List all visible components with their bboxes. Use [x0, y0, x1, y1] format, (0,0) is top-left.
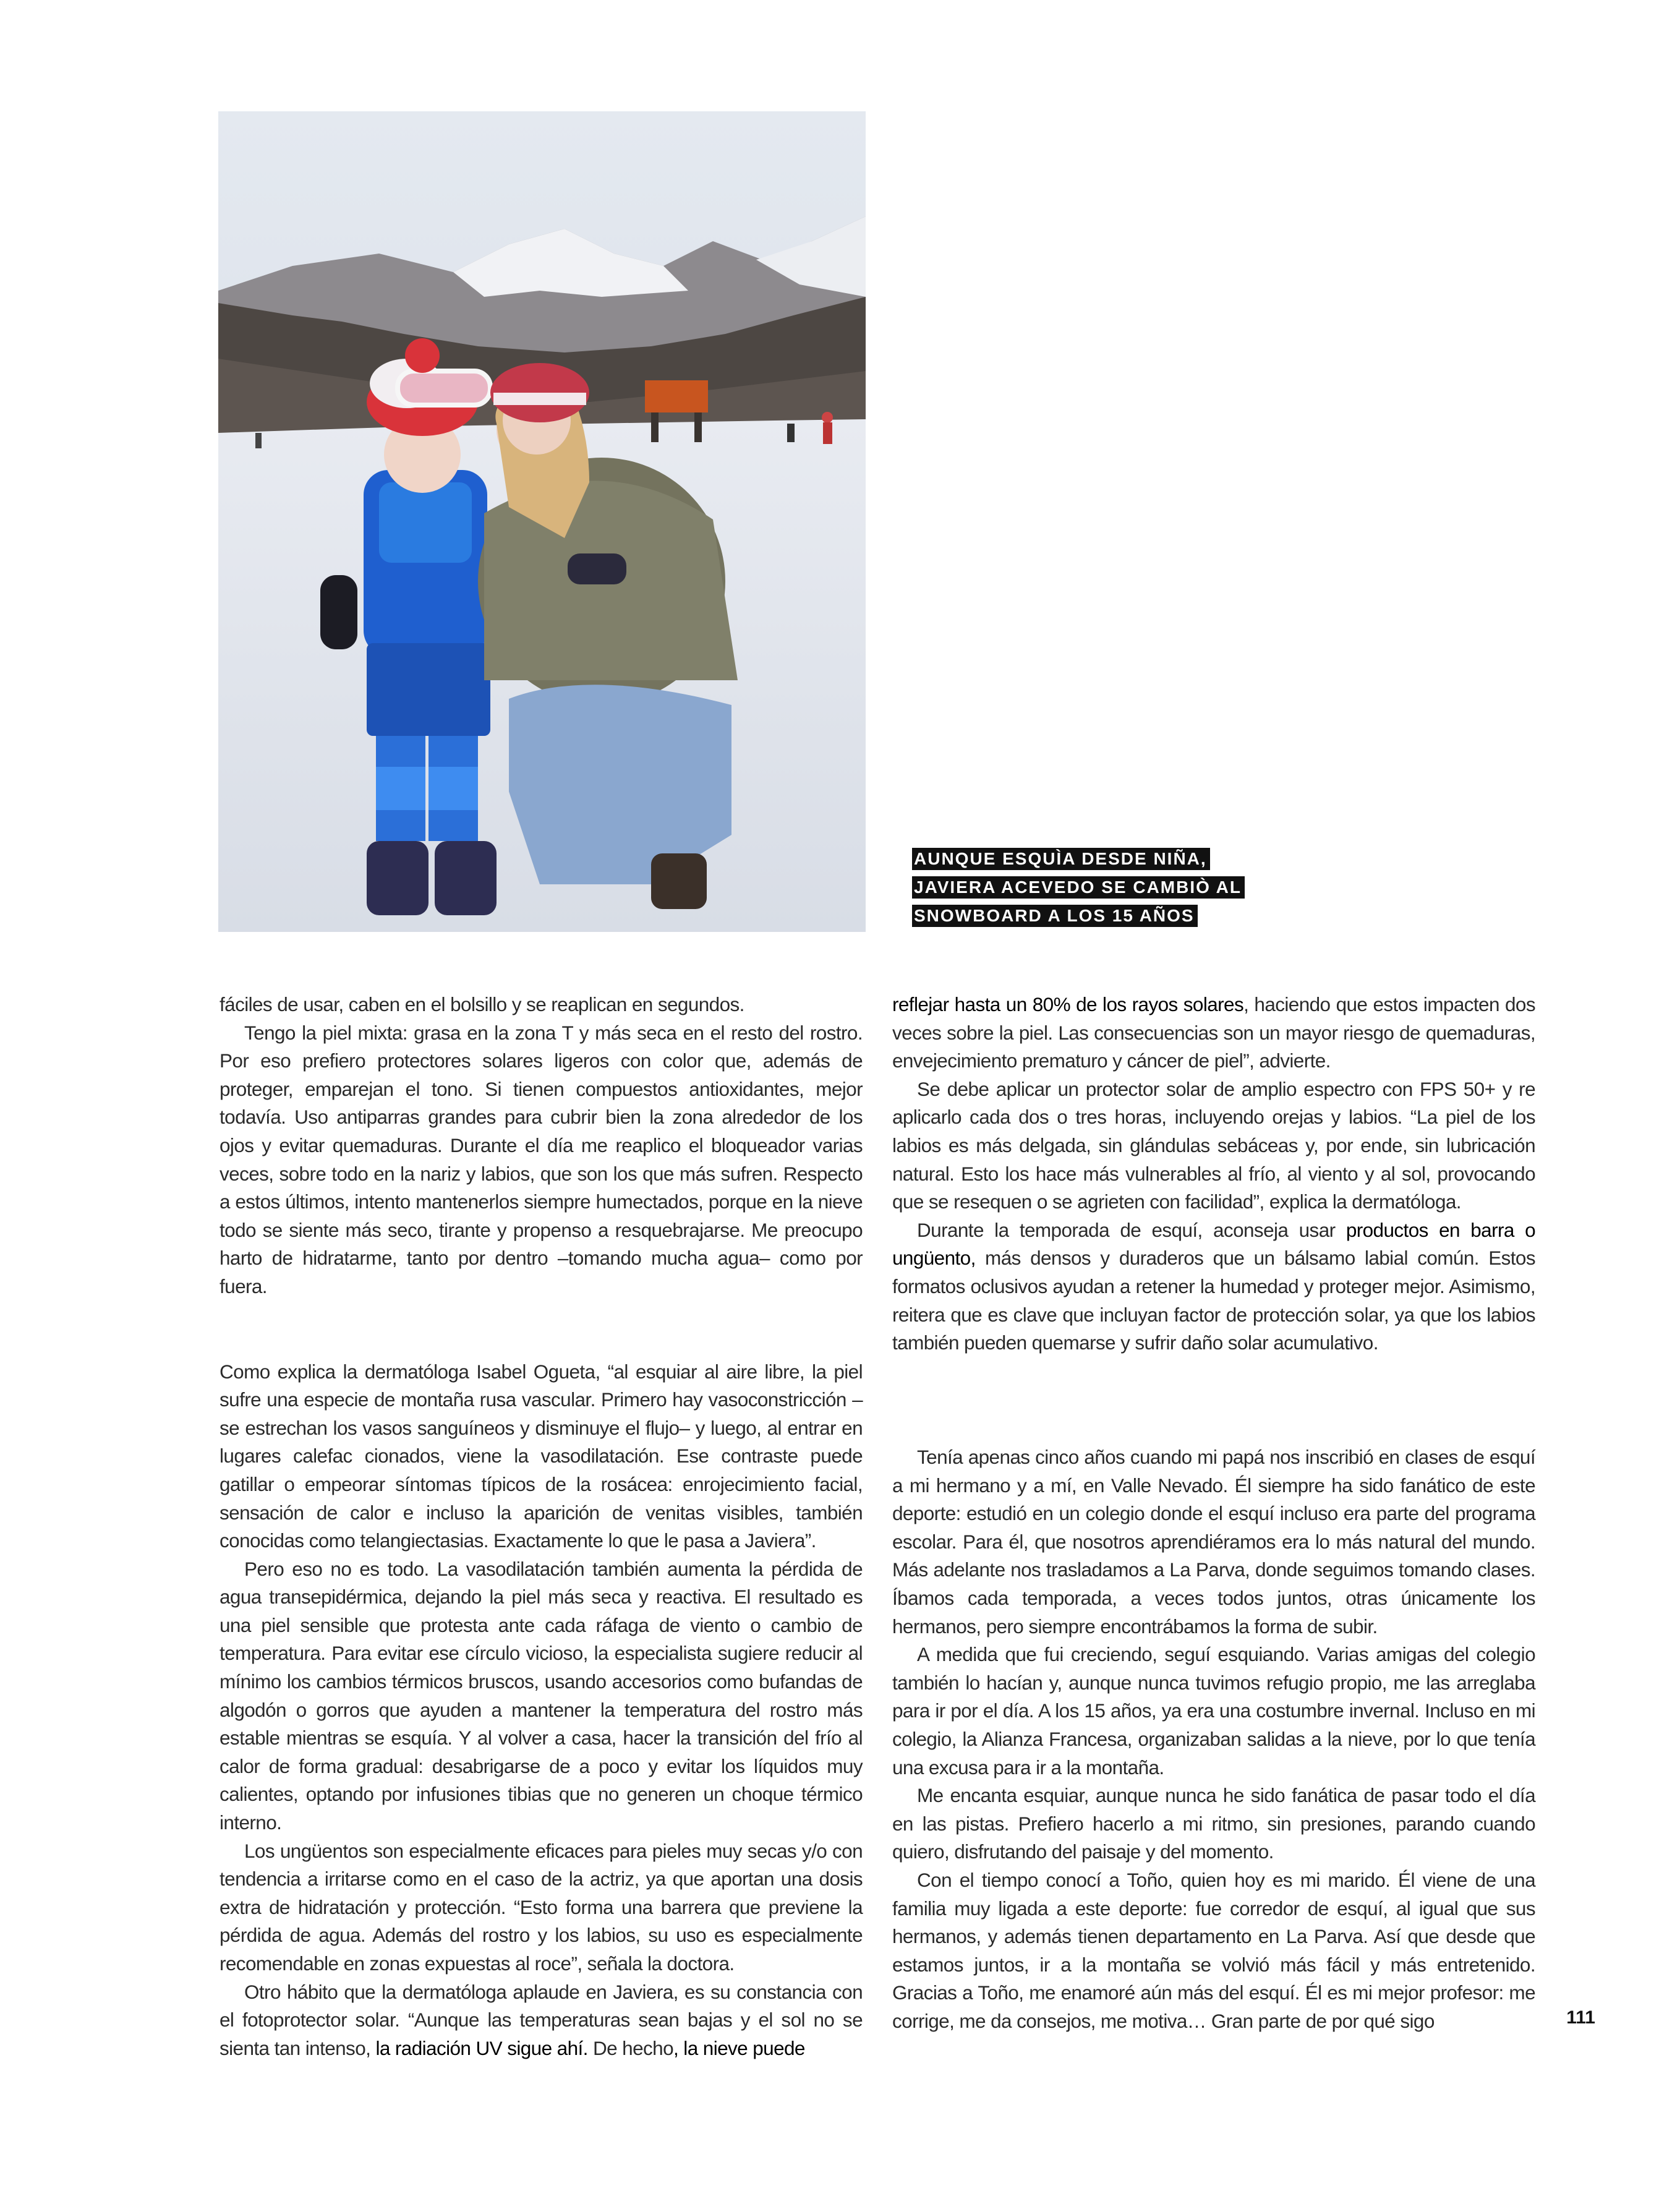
paragraph: fáciles de usar, caben en el bolsillo y se reaplican en segundos.	[220, 993, 744, 1015]
paragraph: Pero eso no es todo. La vasodilatación también aumenta la pérdida de agua transepidérmica, dejando la piel más seca y reactiva. El resultado es una piel sensible que protesta ante cada ráfaga de viento o cambio de temperatura. Para evitar ese círculo vicioso, la especialista sugiere reducir al mínimo los cambios térmicos bruscos, usando accesorios como bufandas de algodón o gorros que ayuden a mantener la temperatura del rostro más estable mientras se esquía. Y al volver a casa, hacer la transición del frío al calor de forma gradual: desabrigarse de a poco y evitar los líquidos muy calientes, optando por infusiones tibias que no generen un choque térmico interno.	[220, 1557, 863, 1834]
paragraph	[892, 1216, 1535, 1357]
snow-scene-illustration	[218, 111, 866, 932]
article-photo	[218, 111, 866, 932]
text-run: De hecho	[587, 2036, 673, 2059]
photo-caption	[912, 845, 1345, 930]
caption-line: AUNQUE ESQUÌA DESDE NIÑA,	[912, 848, 1210, 870]
paragraph: Los ungüentos son especialmente eficaces para pieles muy secas y/o con tendencia a irritarse como en el caso de la actriz, ya que aportan una dosis extra de hidratación y protección. “Esto forma una barrera que previene la pérdida de agua. Además del rostro y los labios, su uso es especialmente recomendable en zonas expuestas al roce”, señala la doctora.	[220, 1839, 863, 1975]
right-column-bottom	[892, 1443, 1535, 2035]
paragraph	[892, 991, 1535, 1075]
text-run: Durante la temporada de esquí, aconseja usar	[917, 1218, 1346, 1241]
paragraph: A medida que fui creciendo, seguí esquiando. Varias amigas del colegio también lo hacían y, aunque nunca tuvimos refugio propio, me las arreglaba para ir por el día. A los 15 años, ya era una costumbre invernal. Incluso en mi colegio, la Alianza Francesa, organizaban salidas a la nieve, por lo que tenía una excusa para ir a la montaña.	[892, 1643, 1535, 1779]
paragraph: Con el tiempo conocí a Toño, quien hoy es mi marido. Él viene de una familia muy ligada a este deporte: fue corredor de esquí, al igual que sus hermanos, y además tienen departamento en La Parva. Así que desde que estamos juntos, ir a la montaña se volvió más fácil y más entretenido. Gracias a Toño, me enamoré aún más del esquí. Él es mi mejor profesor: me corrige, me da consejos, me motiva… Gran parte de por qué sigo	[892, 1868, 1535, 2032]
caption-line: JAVIERA ACEVEDO SE CAMBIÒ AL	[912, 876, 1245, 899]
paragraph: Tenía apenas cinco años cuando mi papá nos inscribió en clases de esquí a mi hermano y a mí, en Valle Nevado. Él siempre ha sido fanático de este deporte: estudió en un colegio donde el esquí incluso era parte del programa escolar. Para él, que nosotros aprendiéramos era lo más natural del mundo. Más adelante nos trasladamos a La Parva, donde seguimos tomando clases. Íbamos cada temporada, a veces todos juntos, otras únicamente los hermanos, pero siempre encontrábamos la forma de subir.	[892, 1446, 1535, 1638]
paragraph: Se debe aplicar un protector solar de amplio espectro con FPS 50+ y re aplicarlo cada dos o tres horas, incluyendo orejas y labios. “La piel de los labios es más delgada, sin glándulas sebáceas y, por ende, sin lubricación natural. Esto los hace más vulnerables al frío, al viento y al sol, provocando que se resequen o se agrieten con facilidad”, explica la dermatóloga.	[892, 1077, 1535, 1213]
paragraph	[220, 1978, 863, 2063]
text-run: más densos y duraderos que un bálsamo labial común. Estos formatos oclusivos ayudan a retener la humedad y proteger mejor. Asimismo, reitera que es clave que incluyan factor de protección solar, ya que los labios también pueden quemarse y sufrir daño solar acumulativo.	[892, 1247, 1535, 1354]
text-run: , haciendo que estos impacten dos veces sobre la piel. Las consecuencias son un mayor riesgo de quemaduras, envejecimiento prematuro y cáncer de piel”, advierte.	[892, 993, 1535, 1072]
caption-line: SNOWBOARD A LOS 15 AÑOS	[912, 905, 1198, 927]
right-column-top	[892, 991, 1535, 1357]
paragraph: Como explica la dermatóloga Isabel Ogueta, “al esquiar al aire libre, la piel sufre una especie de montaña rusa vascular. Primero hay vasoconstricción –se estrechan los vasos sanguíneos y disminuye el flujo– y luego, al entrar en lugares calefac cionados, viene la vasodilatación. Ese contraste puede gatillar o empeorar síntomas típicos de la rosácea: enrojecimiento facial, sensación de calor e incluso la aparición de venitas visibles, también conocidas como telangiectasias. Exactamente lo que le pasa a Javiera”.	[220, 1360, 863, 1552]
text-run: Otro hábito que la dermatóloga aplaude en Javiera, es su constancia con el fotoprotector solar. “Aunque las temperaturas sean bajas y el sol no se sienta tan intenso,	[220, 1980, 863, 2059]
paragraph: Me encanta esquiar, aunque nunca he sido fanática de pasar todo el día en las pistas. Prefiero hacerlo a mi ritmo, sin presiones, parando cuando quiero, disfrutando del paisaje y del momento.	[892, 1784, 1535, 1863]
page-number: 111	[1566, 2007, 1595, 2028]
highlighted-text: , la nieve puede	[673, 2036, 805, 2059]
highlighted-text: la radiación UV sigue ahí.	[375, 2036, 588, 2059]
left-column	[220, 991, 863, 2062]
highlighted-text: reflejar hasta un 80% de los rayos solares	[892, 993, 1244, 1015]
paragraph: Tengo la piel mixta: grasa en la zona T y más seca en el resto del rostro. Por eso prefiero protectores solares ligeros con color que, además de proteger, emparejan el tono. Si tienen compuestos antioxidantes, mejor todavía. Uso antiparras grandes para cubrir bien la zona alrededor de los ojos y evitar quemaduras. Durante el día me reaplico el bloqueador varias veces, sobre todo en la nariz y labios, que son los que más sufren. Respecto a estos últimos, intento mantenerlos siempre humectados, porque en la nieve todo se siente más seco, tirante y propenso a resquebrajarse. Me preocupo harto de hidratarme, tanto por dentro –tomando mucha agua– como por fuera.	[220, 1021, 863, 1297]
highlighted-text: productos en barra o ungüento,	[892, 1218, 1536, 1270]
